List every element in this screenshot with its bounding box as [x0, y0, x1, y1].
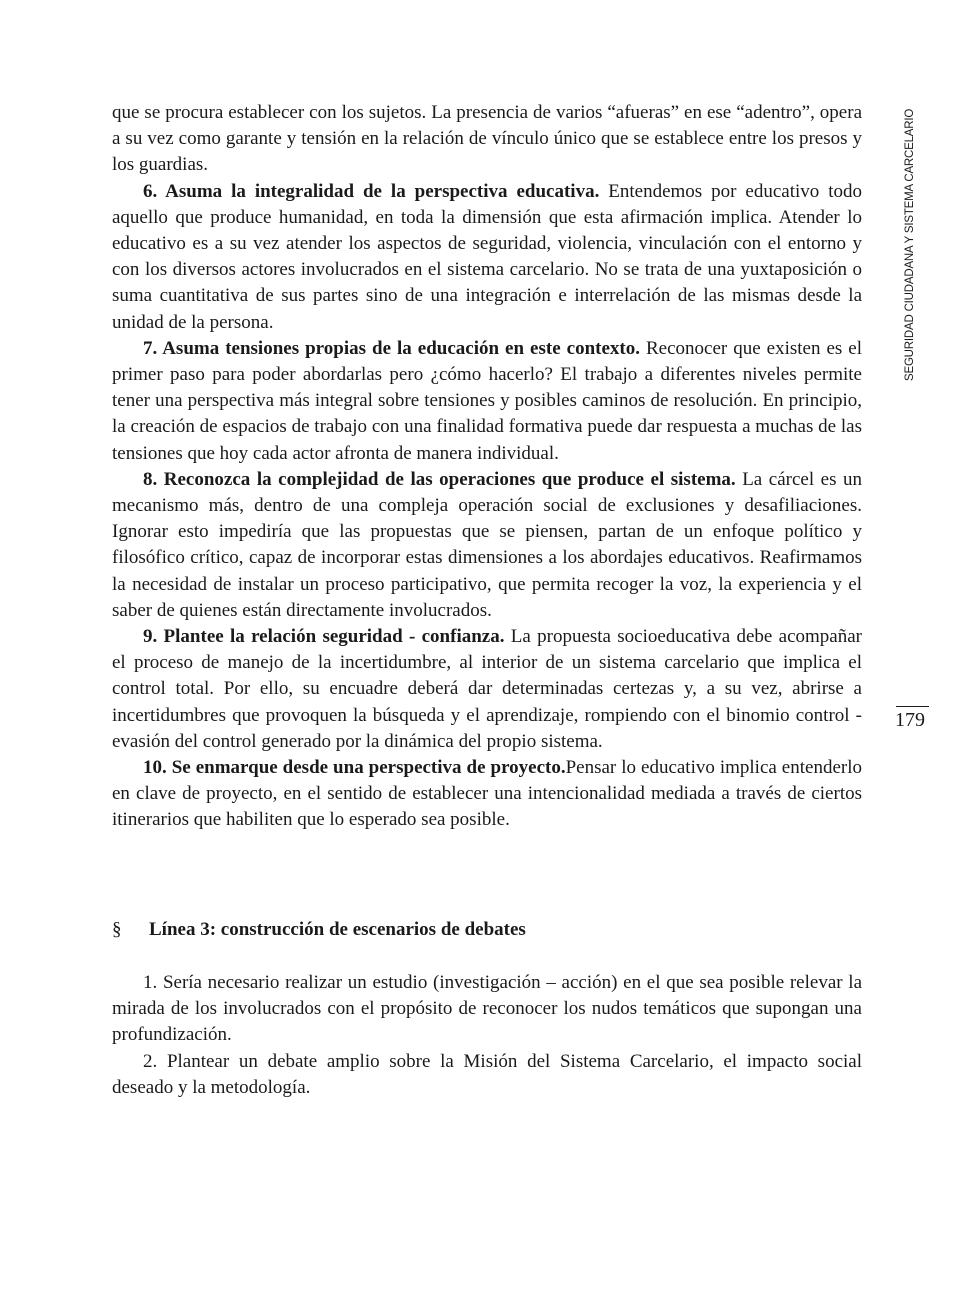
section-paragraph-1: 1. Sería necesario realizar un estudio (investigación – acción) en el que sea posible relevar la mirada de los involucrados con el propósito de reconocer los nudos temáticos que supongan una profundización.: [112, 972, 862, 1046]
list-item-8: [112, 467, 862, 624]
main-text: [112, 100, 862, 834]
list-item-title: 7. Asuma tensiones propias de la educación en este contexto.: [143, 337, 640, 359]
list-item-title: 10. Se enmarque desde una perspectiva de proyecto.: [143, 757, 566, 779]
list-item-body: La propuesta socioeducativa debe acompañar el proceso de manejo de la incertidumbre, al interior de un sistema carcelario que implica el control total. Por ello, su encuadre deberá dar determinadas certezas y, a su vez, abrirse a incertidumbres que provoquen la búsqueda y el aprendizaje, rompiendo con el binomio control - evasión del control generado por la dinámica del propio sistema.: [112, 626, 862, 752]
list-item-title: 6. Asuma la integralidad de la perspectiva educativa.: [143, 180, 600, 202]
list-item-title: 9. Plantee la relación seguridad - confianza.: [143, 626, 505, 648]
list-item-body: Entendemos por educativo todo aquello que produce humanidad, en toda la dimensión que esta afirmación implica. Atender lo educativo es a su vez atender los aspectos de seguridad, violencia, vinculación con el entorno y con los diversos actores involucrados en el sistema carcelario. No se trata de una yuxtaposición o suma cuantitativa de sus partes sino de una integración e interrelación de las mismas desde la unidad de la persona.: [112, 180, 862, 333]
list-item-6: [112, 179, 862, 336]
page-number: 179: [895, 709, 925, 731]
section-text: [112, 970, 862, 1101]
section-paragraph-2: 2. Plantear un debate amplio sobre la Misión del Sistema Carcelario, el impacto social deseado y la metodología.: [112, 1050, 862, 1098]
list-item-title: 8. Reconozca la complejidad de las operaciones que produce el sistema.: [143, 468, 736, 490]
section-title: Línea 3: construcción de escenarios de debates: [149, 919, 526, 940]
list-item-body: Reconocer que existen es el primer paso para poder abordarlas pero ¿cómo hacerlo? El trabajo a diferentes niveles permite tener una perspectiva más integral sobre tensiones y posibles caminos de resolución. En principio, la creación de espacios de trabajo con una finalidad formativa puede dar respuesta a muchas de las tensiones que hoy cada actor afronta de manera individual.: [112, 337, 863, 464]
list-item-body: La cárcel es un mecanismo más, dentro de una compleja operación social de exclusiones y desafiliaciones. Ignorar esto impediría que las propuestas que se piensen, partan de un enfoque político y filosófico crítico, capaz de incorporar estas dimensiones a los abordajes educativos. Reafirmamos la necesidad de instalar un proceso participativo, que permita recoger la voz, la experiencia y el saber de quienes están directamente involucrados.: [112, 468, 862, 621]
section-symbol: §: [112, 919, 122, 940]
list-item-body: Pensar lo educativo implica entenderlo en clave de proyecto, en el sentido de establecer una intencionalidad mediada a través de ciertos itinerarios que habiliten que lo esperado sea posible.: [112, 757, 862, 831]
list-item-9: [112, 624, 862, 755]
list-item-10: [112, 755, 862, 834]
opening-paragraph: que se procura establecer con los sujetos. La presencia de varios “afueras” en ese “adentro”, opera a su vez como garante y tensión en la relación de vínculo único que se establece entre los presos y los guardias.: [112, 102, 862, 176]
list-item-7: [112, 336, 862, 467]
section-heading: [112, 917, 526, 943]
running-head: SEGURIDAD CIUDADANA Y SISTEMA CARCELARIO: [904, 108, 916, 381]
